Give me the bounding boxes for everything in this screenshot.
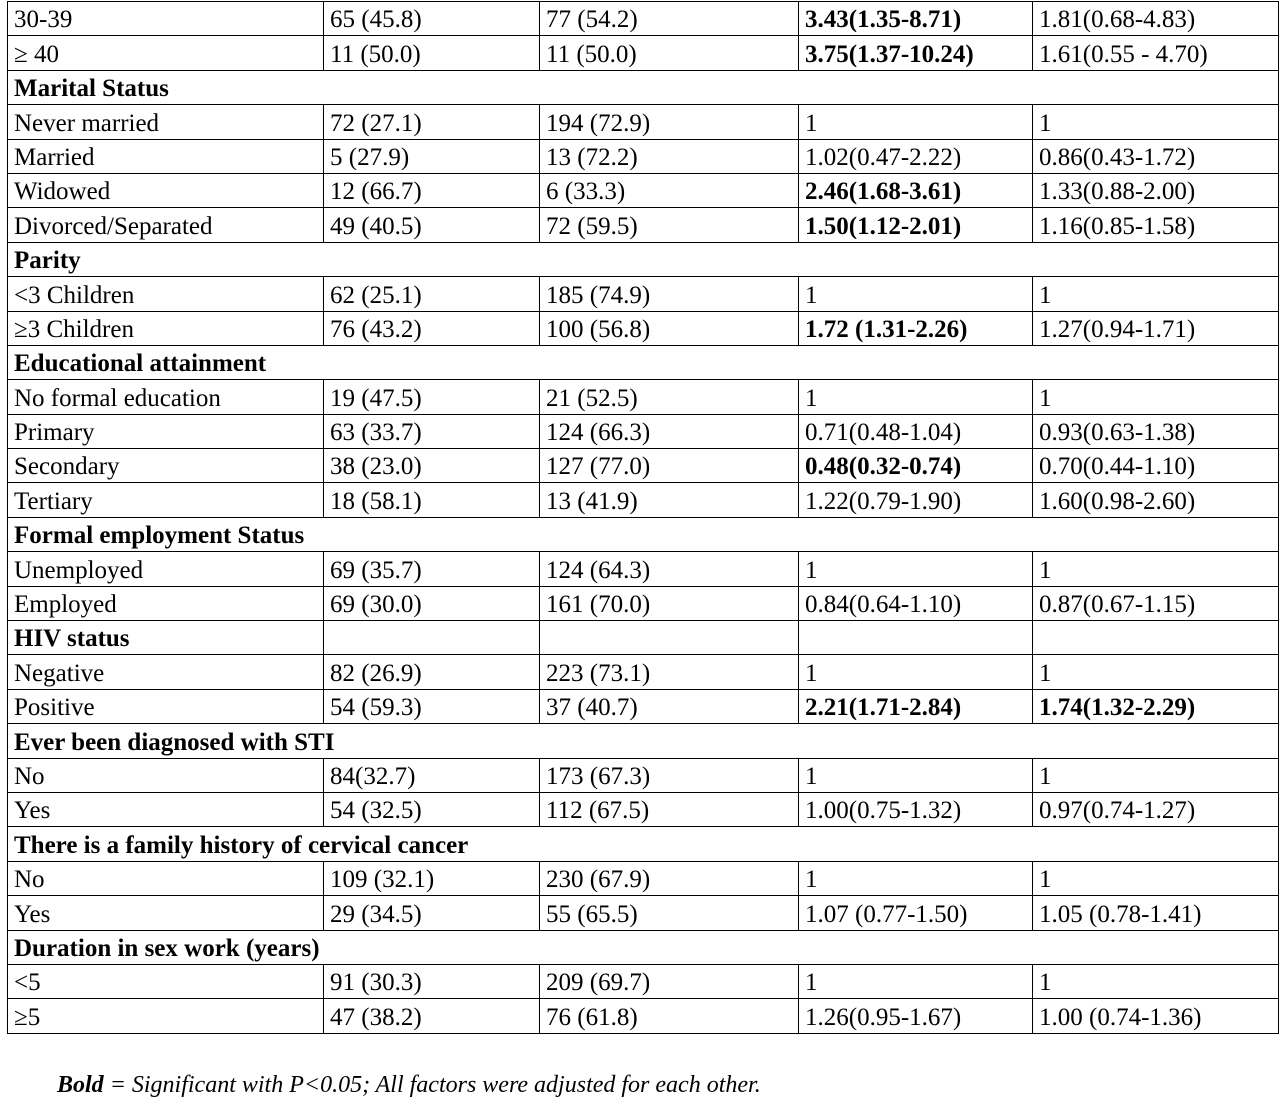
- table-cell: 0.97(0.74-1.27): [1033, 792, 1279, 826]
- table-cell: [1033, 621, 1279, 655]
- table-cell: 47 (38.2): [324, 999, 540, 1033]
- table-cell: Employed: [8, 586, 324, 620]
- table-cell: Widowed: [8, 173, 324, 207]
- table-cell: 100 (56.8): [540, 311, 799, 345]
- table-cell: 69 (35.7): [324, 552, 540, 586]
- table-cell: 1: [799, 552, 1033, 586]
- table-cell: 11 (50.0): [324, 36, 540, 70]
- table-cell: 1: [799, 380, 1033, 414]
- table-cell: 173 (67.3): [540, 758, 799, 792]
- table-cell: 223 (73.1): [540, 655, 799, 689]
- table-row: [8, 2, 1279, 36]
- table-cell: 0.86(0.43-1.72): [1033, 139, 1279, 173]
- table-cell: 1.05 (0.78-1.41): [1033, 896, 1279, 930]
- table-cell: 69 (30.0): [324, 586, 540, 620]
- table-cell: 1: [1033, 277, 1279, 311]
- table-cell: 3.43(1.35-8.71): [799, 2, 1033, 36]
- table-cell: [324, 621, 540, 655]
- table-cell: 30-39: [8, 2, 324, 36]
- table-cell: Tertiary: [8, 483, 324, 517]
- table-cell: Primary: [8, 414, 324, 448]
- table-cell: Negative: [8, 655, 324, 689]
- table-cell: ≥3 Children: [8, 311, 324, 345]
- table-row: [8, 173, 1279, 207]
- table-cell: 18 (58.1): [324, 483, 540, 517]
- table-cell: 209 (69.7): [540, 964, 799, 998]
- table-cell: 72 (27.1): [324, 105, 540, 139]
- table-cell: 1.22(0.79-1.90): [799, 483, 1033, 517]
- table-cell: 82 (26.9): [324, 655, 540, 689]
- table-cell: 63 (33.7): [324, 414, 540, 448]
- table-cell: 72 (59.5): [540, 208, 799, 242]
- table-cell: 0.70(0.44-1.10): [1033, 449, 1279, 483]
- table-row: [8, 277, 1279, 311]
- table-cell: 1.60(0.98-2.60): [1033, 483, 1279, 517]
- table-cell: 13 (41.9): [540, 483, 799, 517]
- section-header-cell: Parity: [8, 242, 1279, 276]
- table-cell: Never married: [8, 105, 324, 139]
- table-cell: 1.74(1.32-2.29): [1033, 689, 1279, 723]
- table-row: [8, 586, 1279, 620]
- table-cell: 49 (40.5): [324, 208, 540, 242]
- table-cell: 2.21(1.71-2.84): [799, 689, 1033, 723]
- table-cell: 13 (72.2): [540, 139, 799, 173]
- table-row: [8, 449, 1279, 483]
- table-row: [8, 208, 1279, 242]
- table-cell: 0.93(0.63-1.38): [1033, 414, 1279, 448]
- table-cell: 0.84(0.64-1.10): [799, 586, 1033, 620]
- table-row: [8, 964, 1279, 998]
- table-cell: 1.07 (0.77-1.50): [799, 896, 1033, 930]
- table-cell: 124 (64.3): [540, 552, 799, 586]
- table-cell: Positive: [8, 689, 324, 723]
- section-header-row: [8, 930, 1279, 964]
- table-cell: 6 (33.3): [540, 173, 799, 207]
- table-cell: 1: [1033, 861, 1279, 895]
- table-cell: 76 (43.2): [324, 311, 540, 345]
- table-cell: 1: [1033, 552, 1279, 586]
- table-cell: 1: [1033, 758, 1279, 792]
- table-cell: 76 (61.8): [540, 999, 799, 1033]
- section-header-cell: Marital Status: [8, 70, 1279, 104]
- table-cell: 84(32.7): [324, 758, 540, 792]
- table-row: [8, 414, 1279, 448]
- table-row: [8, 896, 1279, 930]
- table-cell: [540, 621, 799, 655]
- table-row: [8, 552, 1279, 586]
- section-header-cell: Duration in sex work (years): [8, 930, 1279, 964]
- table-cell: 1.72 (1.31-2.26): [799, 311, 1033, 345]
- table-cell: 62 (25.1): [324, 277, 540, 311]
- table-row: [8, 36, 1279, 70]
- table-cell: Yes: [8, 792, 324, 826]
- table-cell: 0.71(0.48-1.04): [799, 414, 1033, 448]
- table-cell: 1: [799, 105, 1033, 139]
- table-cell: 1: [799, 758, 1033, 792]
- section-header-row: [8, 517, 1279, 551]
- table-cell: 0.48(0.32-0.74): [799, 449, 1033, 483]
- table-cell: 12 (66.7): [324, 173, 540, 207]
- table-cell: 1: [1033, 105, 1279, 139]
- table-cell: 1: [1033, 380, 1279, 414]
- footnote-text: = Significant with P<0.05; All factors were adjusted for each other.: [103, 1072, 761, 1098]
- table-cell: 1.26(0.95-1.67): [799, 999, 1033, 1033]
- table-cell: 19 (47.5): [324, 380, 540, 414]
- table-cell: No: [8, 758, 324, 792]
- table-cell: No formal education: [8, 380, 324, 414]
- section-header-cell: Formal employment Status: [8, 517, 1279, 551]
- section-header-row: [8, 724, 1279, 758]
- table-cell: 38 (23.0): [324, 449, 540, 483]
- section-header-row: [8, 621, 1279, 655]
- table-cell: HIV status: [8, 621, 324, 655]
- table-row: [8, 655, 1279, 689]
- table-cell: 3.75(1.37-10.24): [799, 36, 1033, 70]
- table-cell: 1: [799, 861, 1033, 895]
- table-cell: 1.61(0.55 - 4.70): [1033, 36, 1279, 70]
- table-cell: 1.00 (0.74-1.36): [1033, 999, 1279, 1033]
- section-header-row: [8, 70, 1279, 104]
- table-cell: 1: [799, 277, 1033, 311]
- table-cell: 112 (67.5): [540, 792, 799, 826]
- table-cell: 109 (32.1): [324, 861, 540, 895]
- table-row: [8, 861, 1279, 895]
- table-cell: No: [8, 861, 324, 895]
- table-cell: 1.81(0.68-4.83): [1033, 2, 1279, 36]
- table-cell: 1.16(0.85-1.58): [1033, 208, 1279, 242]
- table-cell: 161 (70.0): [540, 586, 799, 620]
- table-cell: 1.00(0.75-1.32): [799, 792, 1033, 826]
- table-cell: <3 Children: [8, 277, 324, 311]
- table-cell: 230 (67.9): [540, 861, 799, 895]
- table-cell: 1.27(0.94-1.71): [1033, 311, 1279, 345]
- table-row: [8, 792, 1279, 826]
- results-table-body: [8, 2, 1279, 1034]
- table-cell: Married: [8, 139, 324, 173]
- footnote-bold-word: Bold: [57, 1072, 104, 1098]
- footnote: [57, 1072, 761, 1099]
- table-cell: Divorced/Separated: [8, 208, 324, 242]
- table-cell: 0.87(0.67-1.15): [1033, 586, 1279, 620]
- table-cell: 1: [1033, 964, 1279, 998]
- table-cell: 124 (66.3): [540, 414, 799, 448]
- table-cell: 5 (27.9): [324, 139, 540, 173]
- table-cell: Unemployed: [8, 552, 324, 586]
- table-cell: 29 (34.5): [324, 896, 540, 930]
- table-cell: 1: [799, 655, 1033, 689]
- table-cell: 54 (59.3): [324, 689, 540, 723]
- table-cell: ≥5: [8, 999, 324, 1033]
- table-cell: <5: [8, 964, 324, 998]
- section-header-cell: Ever been diagnosed with STI: [8, 724, 1279, 758]
- table-row: [8, 758, 1279, 792]
- section-header-cell: Educational attainment: [8, 345, 1279, 379]
- table-row: [8, 311, 1279, 345]
- section-header-row: [8, 827, 1279, 861]
- table-row: [8, 105, 1279, 139]
- table-cell: Secondary: [8, 449, 324, 483]
- table-row: [8, 380, 1279, 414]
- table-row: [8, 689, 1279, 723]
- table-cell: 91 (30.3): [324, 964, 540, 998]
- table-cell: 1: [799, 964, 1033, 998]
- table-cell: 185 (74.9): [540, 277, 799, 311]
- table-row: [8, 139, 1279, 173]
- results-table: [7, 1, 1279, 1034]
- table-row: [8, 999, 1279, 1033]
- table-cell: ≥ 40: [8, 36, 324, 70]
- table-cell: 1.02(0.47-2.22): [799, 139, 1033, 173]
- table-row: [8, 483, 1279, 517]
- table-cell: 2.46(1.68-3.61): [799, 173, 1033, 207]
- table-cell: 54 (32.5): [324, 792, 540, 826]
- section-header-row: [8, 242, 1279, 276]
- table-cell: 11 (50.0): [540, 36, 799, 70]
- section-header-row: [8, 345, 1279, 379]
- table-cell: [799, 621, 1033, 655]
- table-cell: 21 (52.5): [540, 380, 799, 414]
- table-cell: 1.50(1.12-2.01): [799, 208, 1033, 242]
- table-cell: 55 (65.5): [540, 896, 799, 930]
- table-cell: 1.33(0.88-2.00): [1033, 173, 1279, 207]
- table-cell: 1: [1033, 655, 1279, 689]
- section-header-cell: There is a family history of cervical cancer: [8, 827, 1279, 861]
- table-cell: 77 (54.2): [540, 2, 799, 36]
- table-cell: 194 (72.9): [540, 105, 799, 139]
- table-cell: 37 (40.7): [540, 689, 799, 723]
- table-cell: 65 (45.8): [324, 2, 540, 36]
- table-cell: 127 (77.0): [540, 449, 799, 483]
- table-cell: Yes: [8, 896, 324, 930]
